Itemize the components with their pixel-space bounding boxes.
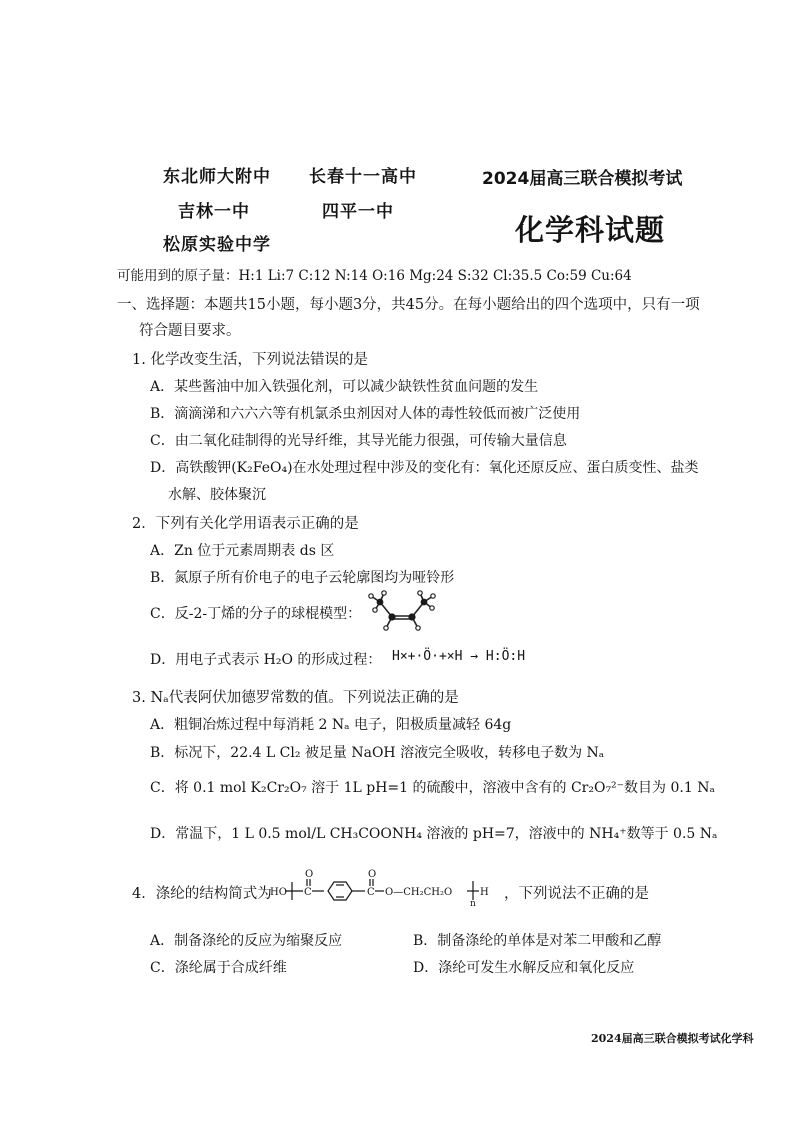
q2-option-d: D．用电子式表示 H₂O 的形成过程： xyxy=(150,652,382,668)
h2o-electron-formula: H×+·Ö·+×H → H:Ö:H xyxy=(392,649,526,664)
structure-ho-label: HO xyxy=(270,887,287,898)
q3-option-a: A．粗铜冶炼过程中每消耗 2 Nₐ 电子，阳极质量减轻 64g xyxy=(150,717,512,733)
section-heading-cont: 符合题目要求。 xyxy=(139,323,241,339)
structure-n-label: n xyxy=(470,899,476,909)
school-1: 东北师大附中 xyxy=(163,167,271,187)
school-5: 松原实验中学 xyxy=(163,235,271,255)
structure-h-label: H xyxy=(480,887,489,898)
q2-option-b: B．氮原子所有价电子的电子云轮廓图均为哑铃形 xyxy=(150,570,455,586)
q4-option-d: D．涤纶可发生水解反应和氧化反应 xyxy=(413,960,635,976)
question-1-stem: 1. 化学改变生活，下列说法错误的是 xyxy=(132,352,368,368)
atomic-masses: 可能用到的原子量：H:1 Li:7 C:12 N:14 O:16 Mg:24 S:32 Cl:35.5 Co:59 Cu:64 xyxy=(117,268,632,284)
school-3: 吉林一中 xyxy=(178,202,250,222)
q4-option-b: B．制备涤纶的单体是对苯二甲酸和乙醇 xyxy=(413,933,662,949)
q3-option-c: C．将 0.1 mol K₂Cr₂O₇ 溶于 1L pH=1 的硫酸中，溶液中含有的 Cr₂O₇²⁻数目为 0.1 Nₐ xyxy=(150,780,715,796)
question-4-stem: 4．涤纶的结构简式为 xyxy=(132,886,272,902)
subject-title: 化学科试题 xyxy=(515,213,666,247)
page-footer: 2024届高三联合模拟考试化学科 xyxy=(591,1032,754,1045)
question-4-stem-after: ，下列说法不正确的是 xyxy=(504,886,649,902)
question-3-stem: 3. Nₐ代表阿伏加德罗常数的值。下列说法正确的是 xyxy=(132,690,459,706)
structure-o1-label: O xyxy=(305,869,314,880)
structure-c1-label: C xyxy=(304,887,312,898)
q1-option-d: D．高铁酸钾(K₂FeO₄)在水处理过程中涉及的变化有：氧化还原反应、蛋白质变性、盐类 xyxy=(150,460,699,476)
exam-title: 2024届高三联合模拟考试 xyxy=(482,169,683,189)
structure-chain-label: O—CH₂CH₂O xyxy=(385,887,453,898)
q1-option-d-cont: 水解、胶体聚沉 xyxy=(168,487,266,503)
school-4: 四平一中 xyxy=(322,202,394,222)
structure-o2-label: O xyxy=(368,869,377,880)
section-heading: 一、选择题：本题共15小题，每小题3分，共45分。在每小题给出的四个选项中，只有一项 xyxy=(117,297,700,313)
school-2: 长春十一高中 xyxy=(309,167,417,187)
polyester-structure-formula xyxy=(270,868,502,910)
q1-option-c: C．由二氧化硅制得的光导纤维，其导光能力很强，可传输大量信息 xyxy=(150,433,567,449)
q4-option-c: C．涤纶属于合成纤维 xyxy=(150,960,287,976)
q1-option-b: B．滴滴涕和六六六等有机氯杀虫剂因对人体的毒性较低而被广泛使用 xyxy=(150,406,581,422)
trans-2-butene-ball-stick-model xyxy=(366,590,438,632)
q1-option-a: A．某些酱油中加入铁强化剂，可以减少缺铁性贫血问题的发生 xyxy=(150,379,539,395)
structure-c2-label: C xyxy=(367,887,375,898)
q2-option-c: C．反-2-丁烯的分子的球棍模型： xyxy=(150,606,362,622)
q3-option-b: B．标况下，22.4 L Cl₂ 被足量 NaOH 溶液完全吸收，转移电子数为 Nₐ xyxy=(150,745,605,761)
q3-option-d: D．常温下，1 L 0.5 mol/L CH₃COONH₄ 溶液的 pH=7，溶液中的 NH₄⁺数等于 0.5 Nₐ xyxy=(150,826,718,842)
q4-option-a: A．制备涤纶的反应为缩聚反应 xyxy=(150,933,343,949)
q2-option-a: A．Zn 位于元素周期表 ds 区 xyxy=(150,543,335,559)
question-2-stem: 2．下列有关化学用语表示正确的是 xyxy=(132,516,359,532)
